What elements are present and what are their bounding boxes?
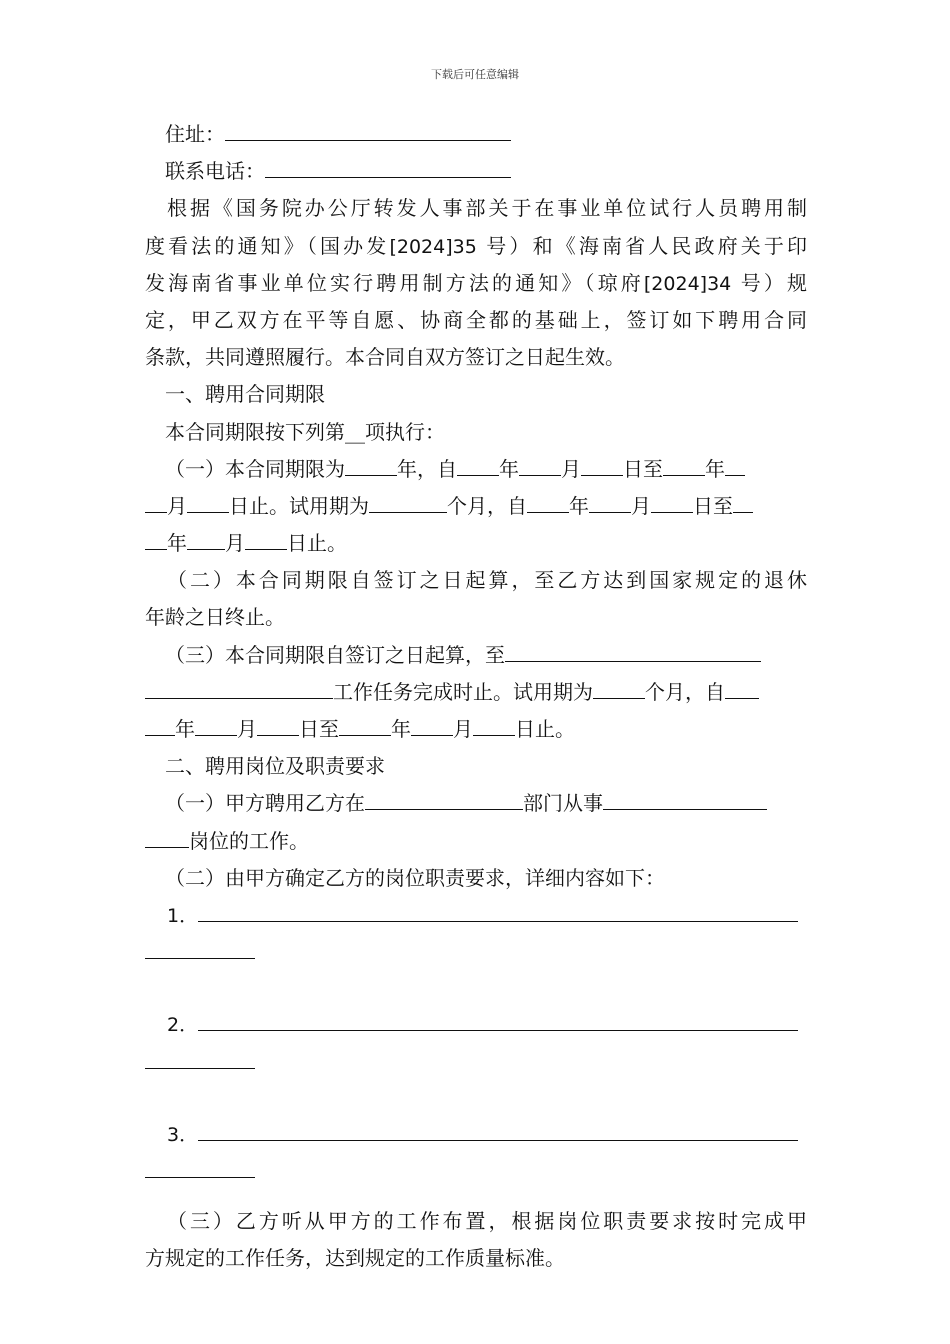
- option-3-line-1: （三）本合同期限自签订之日起算，至: [145, 637, 807, 674]
- phone-field: [265, 156, 511, 178]
- intro-line-3: 发海南省事业单位实行聘用制方法的通知》（琼府[2024]34 号）规: [145, 270, 808, 295]
- phone-label: 联系电话：: [165, 159, 265, 184]
- duty-2-line-2: [145, 1044, 807, 1081]
- duty-number-1: 1．: [167, 904, 199, 927]
- doc-number-1: [2024]35: [389, 235, 477, 258]
- option-2-line-1: （二）本合同期限自签订之日起算，至乙方达到国家规定的退休: [167, 568, 807, 593]
- intro-line-2: 度看法的通知》（国办发[2024]35 号）和《海南省人民政府关于印: [145, 233, 808, 258]
- section-1-lead: 本合同期限按下列第__项执行：: [165, 419, 445, 444]
- duty-number-3: 3．: [167, 1123, 199, 1146]
- duty-number-2: 2．: [167, 1014, 199, 1037]
- section-1-title: 一、聘用合同期限: [165, 382, 325, 407]
- intro-line-1: 根据《国务院办公厅转发人事部关于在事业单位试行人员聘用制: [167, 196, 807, 221]
- duty-1-line-2: [145, 934, 807, 971]
- doc-number-2: [2024]34: [643, 272, 732, 295]
- section-2-title: 二、聘用岗位及职责要求: [165, 754, 385, 779]
- item-2: （二）由甲方确定乙方的岗位职责要求，详细内容如下：: [165, 865, 665, 890]
- address-field: [225, 119, 511, 141]
- option-1-line-1: （一）本合同期限为 年，自 年 月 日至 年: [145, 451, 807, 488]
- option-3-line-2: 工作任务完成时止。试用期为 个月，自: [145, 674, 807, 711]
- duty-3-line-1: [145, 1116, 807, 1153]
- duty-3-line-2: [145, 1153, 807, 1190]
- phone-line: [145, 153, 807, 190]
- item-1-line-1: （一）甲方聘用乙方在 部门从事: [145, 785, 807, 822]
- item-3-line-1: （三）乙方听从甲方的工作布置，根据岗位职责要求按时完成甲: [167, 1209, 807, 1234]
- intro-line-5: 条款，共同遵照履行。本合同自双方签订之日起生效。: [145, 345, 625, 370]
- page-header-note: 下载后可任意编辑: [431, 68, 519, 81]
- duty-1-line-1: [145, 897, 807, 934]
- duty-2-line-1: [145, 1006, 807, 1043]
- option-3-line-3: 年 月 日至 年 月 日止。: [145, 711, 807, 748]
- option-2-line-2: 年龄之日终止。: [145, 605, 285, 630]
- option-1-line-3: 年 月 日止。: [145, 525, 807, 562]
- item-3-line-2: 方规定的工作任务，达到规定的工作质量标准。: [145, 1246, 565, 1271]
- address-line: [145, 116, 807, 153]
- intro-line-4: 定，甲乙双方在平等自愿、协商全都的基础上，签订如下聘用合同: [145, 307, 807, 332]
- address-label: 住址：: [165, 122, 225, 146]
- option-1-line-2: 月 日止。试用期为 个月，自 年 月 日至: [145, 488, 807, 525]
- item-1-line-2: 岗位的工作。: [145, 823, 807, 860]
- contract-body: [145, 116, 807, 1277]
